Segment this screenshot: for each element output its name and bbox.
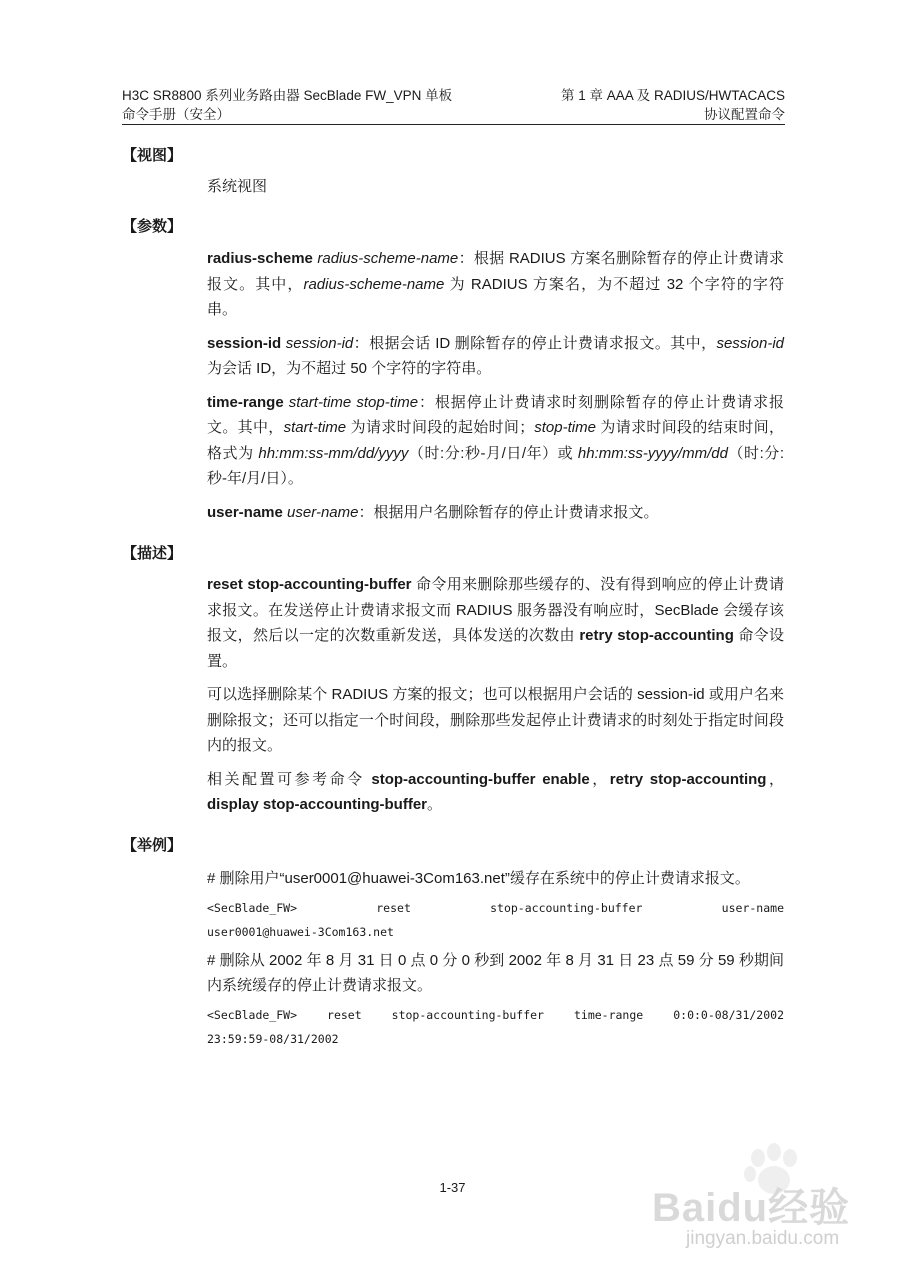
section-desc-body [207, 572, 784, 818]
section-params-title: 【参数】 [122, 218, 183, 235]
example-2-code-line-1: <SecBlade_FW> reset stop-accounting-buffer time-range 0:0:0-08/31/2002 [207, 1007, 784, 1022]
section-params-body [207, 246, 784, 525]
desc-paragraph-3: 相关配置可参考命令 stop-accounting-buffer enable，retry stop-accounting，display stop-accounting-buffer。 [207, 770, 784, 813]
header-left [122, 86, 452, 124]
header-divider [122, 124, 785, 125]
section-view-body [207, 174, 784, 200]
desc-paragraph-1: reset stop-accounting-buffer 命令用来删除那些缓存的、没有得到响应的停止计费请求报文。在发送停止计费请求报文而 RADIUS 服务器没有响应时，SecBlade 会缓存该报文，然后以一定的次数重新发送，具体发送的次数由 retry stop-accounting 命令设置。 [207, 576, 785, 670]
param-radius-scheme: radius-scheme radius-scheme-name：根据 RADIUS 方案名删除暂存的停止计费请求报文。其中，radius-scheme-name 为 RADIUS 方案名，为不超过 32 个字符的字符串。 [207, 250, 785, 318]
chapter-subtitle: 协议配置命令 [704, 107, 785, 122]
section-example-body [207, 866, 784, 1051]
section-example-title: 【举例】 [122, 837, 183, 854]
header-right [561, 86, 785, 124]
manual-title: H3C SR8800 系列业务路由器 SecBlade FW_VPN 单板 [122, 88, 453, 103]
param-session-id: session-id session-id：根据会话 ID 删除暂存的停止计费请求报文。其中，session-id 为会话 ID，为不超过 50 个字符的字符串。 [207, 334, 784, 377]
example-1-code-line-1: <SecBlade_FW> reset stop-accounting-buffer user-name [207, 900, 784, 915]
param-time-range: time-range start-time stop-time：根据停止计费请求时刻删除暂存的停止计费请求报文。其中，start-time 为请求时间段的起始时间；stop-time 为请求时间段的结束时间，格式为 hh:mm:ss-mm/dd/yyyy（时:分:秒-月/日/年）或 hh:mm:ss-yyyy/mm/dd（时:分:秒-年/月/日）。 [207, 393, 784, 487]
example-2-code-line-2: 23:59:59-08/31/2002 [207, 1031, 339, 1046]
desc-paragraph-2: 可以选择删除某个 RADIUS 方案的报文；也可以根据用户会话的 session-id 或用户名来删除报文；还可以指定一个时间段，删除那些发起停止计费请求的时刻处于指定时间段内的报文。 [207, 686, 784, 754]
example-2-text: # 删除从 2002 年 8 月 31 日 0 点 0 分 0 秒到 2002 年 8 月 31 日 23 点 59 分 59 秒期间内系统缓存的停止计费请求报文。 [207, 951, 784, 994]
section-view-title: 【视图】 [122, 147, 183, 164]
example-1-code-line-2: user0001@huawei-3Com163.net [207, 924, 394, 939]
param-user-name: user-name user-name：根据用户名删除暂存的停止计费请求报文。 [207, 503, 659, 521]
example-1-text: # 删除用户“user0001@huawei-3Com163.net”缓存在系统中的停止计费请求报文。 [207, 870, 750, 887]
watermark-url: jingyan.baidu.com [686, 1228, 840, 1249]
manual-subtitle: 命令手册（安全） [122, 107, 230, 122]
view-text: 系统视图 [207, 178, 268, 195]
watermark-brand: Baidu经验 [652, 1186, 851, 1230]
section-desc-title: 【描述】 [122, 545, 183, 562]
page-number: 1-37 [439, 1180, 466, 1195]
chapter-title: 第 1 章 AAA 及 RADIUS/HWTACACS [560, 88, 785, 103]
